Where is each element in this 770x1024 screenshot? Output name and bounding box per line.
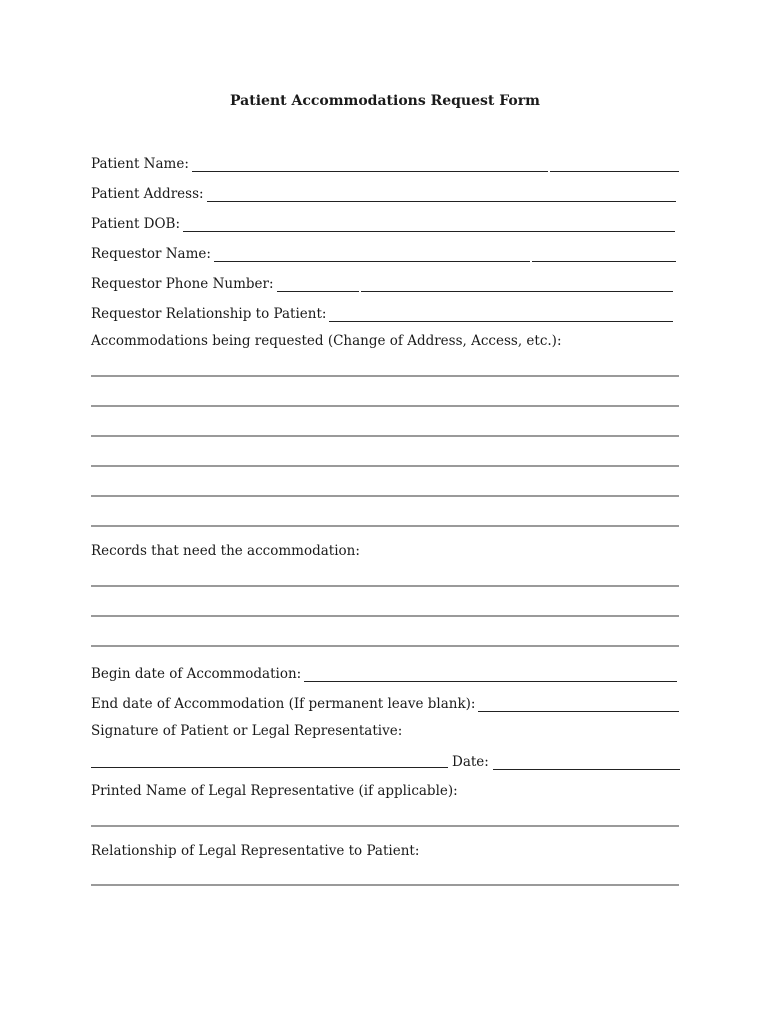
requestor-name-row <box>91 242 676 262</box>
legal-rep-relationship-label: Relationship of Legal Representative to Patient: <box>91 843 420 859</box>
form-title: Patient Accommodations Request Form <box>230 93 540 109</box>
signature-field[interactable] <box>91 767 448 768</box>
patient-dob-label: Patient DOB: <box>91 216 181 232</box>
records-line-1[interactable] <box>91 585 679 587</box>
end-date-row <box>91 692 679 712</box>
printed-name-field[interactable] <box>91 825 679 827</box>
requestor-phone-field[interactable] <box>277 277 359 292</box>
accommodations-line-5[interactable] <box>91 495 679 497</box>
end-date-field[interactable] <box>478 697 679 712</box>
patient-address-row <box>91 182 676 202</box>
begin-date-label: Begin date of Accommodation: <box>91 666 302 682</box>
patient-dob-row <box>91 212 675 232</box>
accommodations-line-3[interactable] <box>91 435 679 437</box>
accommodations-label: Accommodations being requested (Change of Address, Access, etc.): <box>91 333 562 349</box>
patient-address-label: Patient Address: <box>91 186 204 202</box>
printed-name-label: Printed Name of Legal Representative (if applicable): <box>91 783 458 799</box>
legal-rep-relationship-field[interactable] <box>91 884 679 886</box>
requestor-name-field-2[interactable] <box>532 247 676 262</box>
accommodations-line-4[interactable] <box>91 465 679 467</box>
patient-dob-field[interactable] <box>183 217 675 232</box>
begin-date-row <box>91 662 677 682</box>
requestor-phone-label: Requestor Phone Number: <box>91 276 274 292</box>
requestor-phone-row <box>91 272 673 292</box>
requestor-relationship-label: Requestor Relationship to Patient: <box>91 306 327 322</box>
signature-date-row <box>452 752 680 770</box>
signature-date-label: Date: <box>452 754 489 770</box>
requestor-name-label: Requestor Name: <box>91 246 211 262</box>
records-label: Records that need the accommodation: <box>91 543 360 559</box>
accommodations-line-2[interactable] <box>91 405 679 407</box>
accommodations-line-1[interactable] <box>91 375 679 377</box>
patient-address-field[interactable] <box>207 187 676 202</box>
signature-date-field[interactable] <box>493 755 680 770</box>
patient-name-field[interactable] <box>192 157 548 172</box>
end-date-label: End date of Accommodation (If permanent leave blank): <box>91 696 476 712</box>
begin-date-field[interactable] <box>304 667 677 682</box>
records-line-2[interactable] <box>91 615 679 617</box>
requestor-phone-field-2[interactable] <box>361 277 673 292</box>
requestor-name-field[interactable] <box>214 247 530 262</box>
signature-label: Signature of Patient or Legal Representative: <box>91 723 403 739</box>
records-line-3[interactable] <box>91 645 679 647</box>
patient-name-row <box>91 152 679 172</box>
requestor-relationship-field[interactable] <box>329 307 673 322</box>
patient-name-field-2[interactable] <box>550 157 679 172</box>
accommodations-line-6[interactable] <box>91 525 679 527</box>
patient-name-label: Patient Name: <box>91 156 189 172</box>
requestor-relationship-row <box>91 302 673 322</box>
